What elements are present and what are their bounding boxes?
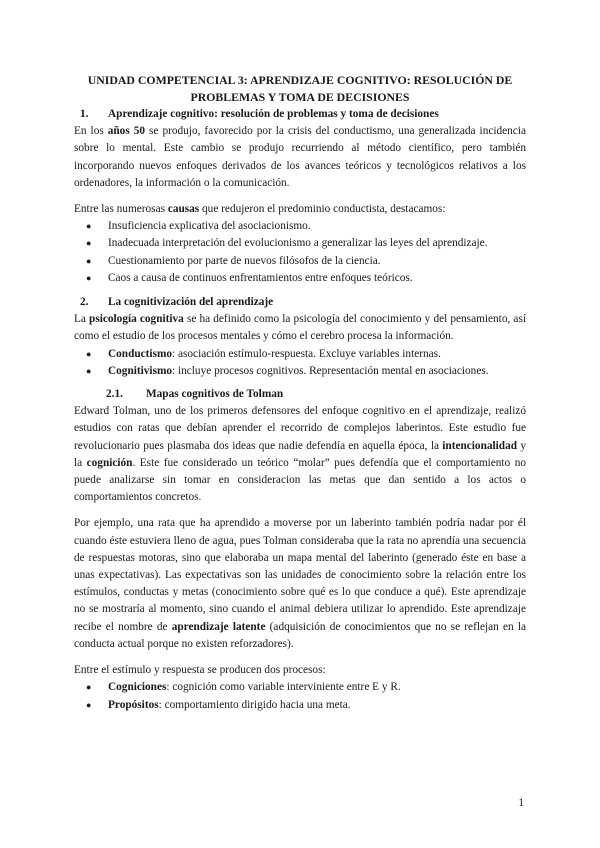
text-run: se produjo, favorecido por la crisis del conductismo, una generalizada incidencia sobre lo mental. Este cambio se produjo recurriendo al método científico, pero también incorporando nuevos enfoques derivados de los avances teóricos y tecnológicos relativos a los ordenadores, la información o la comunicación. xyxy=(74,125,526,189)
section-1-paragraph-1 xyxy=(74,123,526,192)
section-2-1-paragraph-2 xyxy=(74,515,526,653)
approaches-list xyxy=(74,346,526,380)
bullet-icon: ● xyxy=(86,365,92,376)
text-run: . Este fue considerado un teórico “molar” pues defendía que el comportamiento no puede analizarse sin tomar en consideracion las metas que dan sentido a los actos o comportamientos concretos. xyxy=(74,456,526,504)
text-run: Edward Tolman, uno de los primeros defensores del enfoque cognitivo en el aprendizaje, realizó estudios con ratas que debían aprender el recorrido de complejos laberintos. Este estudio fue revolucionario pues plasmaba dos ideas que nadie defendía en aquella época, la xyxy=(74,405,526,452)
bullet-icon: ● xyxy=(86,699,92,710)
title-line-2: PROBLEMAS Y TOMA DE DECISIONES xyxy=(190,89,410,104)
text-run: En los xyxy=(74,125,108,138)
text-run: se ha definido como la psicología del conocimiento y del pensamiento, así como el estudio de los procesos mentales y cómo el cerebro procesa la información. xyxy=(74,313,526,343)
list-item-term: Cogniciones xyxy=(108,681,167,694)
list-item-term: Propósitos xyxy=(108,698,159,711)
bullet-icon: ● xyxy=(86,682,92,693)
text-run: (adquisición de conocimientos que no se reflejan en la conducta actual porque no existen reforzadores). xyxy=(74,620,526,650)
text-run: Por ejemplo, una rata que ha aprendido a moverse por un laberinto también podría nadar por él cuando éste estuviera lleno de agua, pues Tolman consideraba que la rata no aprendía una secuencia de respuestas motoras, sino que elaboraba un mapa mental del laberinto (generado éste en base a unas expectativas). Las expectativas son las unidades de conocimiento sobre la relación entre los estímulos, conductas y metas (conocimiento sobre qué es lo que conduce a qué). Este aprendizaje no se mostraría al momento, sino cuando el animal debiera utilizar lo aprendido. Este aprendizaje recibe el nombre de xyxy=(74,517,526,633)
section-1-title: Aprendizaje cognitivo: resolución de problemas y toma de decisiones xyxy=(108,108,439,120)
page-number: 1 xyxy=(518,797,524,809)
bullet-icon: ● xyxy=(86,272,92,283)
text-run: que redujeron el predominio conductista, destacamos: xyxy=(199,203,446,216)
list-item-text: : comportamiento dirigido hacia una meta. xyxy=(158,698,351,711)
list-item xyxy=(74,363,526,380)
section-2-1-paragraph-3: Entre el estímulo y respuesta se producen dos procesos: xyxy=(74,664,326,677)
bullet-icon: ● xyxy=(86,255,92,266)
list-item-text: Insuficiencia explicativa del asociacionismo. xyxy=(108,220,311,233)
list-item-term: Cognitivismo xyxy=(108,364,173,377)
list-item xyxy=(74,218,526,235)
emphasis-text: psicología cognitiva xyxy=(89,313,184,326)
emphasis-text: años 50 xyxy=(107,125,146,138)
section-2-title: La cognitivización del aprendizaje xyxy=(108,296,274,309)
section-1-paragraph-2 xyxy=(74,201,526,218)
bullet-icon: ● xyxy=(86,348,92,359)
list-item xyxy=(74,235,526,252)
section-2-number: 2. xyxy=(80,296,89,309)
text-run: Entre las numerosas xyxy=(74,203,168,216)
emphasis-text: causas xyxy=(167,203,200,216)
list-item-text: : incluye procesos cognitivos. Representación mental en asociaciones. xyxy=(172,364,489,377)
bullet-icon: ● xyxy=(86,238,92,249)
section-1-number: 1. xyxy=(80,108,89,120)
list-item xyxy=(74,346,526,363)
section-2-1-heading xyxy=(74,386,526,403)
emphasis-text: cognición xyxy=(86,456,133,469)
section-2-paragraph-1 xyxy=(74,311,526,345)
document-title xyxy=(74,72,526,105)
list-item-text: Cuestionamiento por parte de nuevos filósofos de la ciencia. xyxy=(108,254,381,267)
section-1-heading xyxy=(74,106,526,123)
list-item xyxy=(74,679,526,696)
list-item-text: Caos a causa de continuos enfrentamientos entre enfoques teóricos. xyxy=(108,271,413,284)
bullet-icon: ● xyxy=(86,221,92,232)
emphasis-text: intencionalidad xyxy=(442,439,518,452)
section-2-1-title: Mapas cognitivos de Tolman xyxy=(146,388,284,401)
section-2-heading xyxy=(74,294,526,311)
section-2-1-number: 2.1. xyxy=(106,388,123,401)
list-item-text: : asociación estímulo-respuesta. Excluye variables internas. xyxy=(172,347,441,360)
emphasis-text: aprendizaje latente xyxy=(171,620,266,633)
text-run: La xyxy=(74,313,90,326)
text-run: y la xyxy=(74,439,526,469)
list-item-term: Conductismo xyxy=(108,347,173,360)
list-item-text: Inadecuada interpretación del evolucionismo a generalizar las leyes del aprendizaje. xyxy=(108,237,488,250)
causes-list xyxy=(74,218,526,287)
page-content xyxy=(74,72,526,714)
processes-list xyxy=(74,679,526,713)
list-item xyxy=(74,270,526,287)
list-item xyxy=(74,697,526,714)
list-item-text: : cognición como variable interviniente entre E y R. xyxy=(166,681,401,694)
list-item xyxy=(74,253,526,270)
title-line-1: UNIDAD COMPETENCIAL 3: APRENDIZAJE COGNITIVO: RESOLUCIÓN DE xyxy=(87,73,513,87)
section-2-1-paragraph-1 xyxy=(74,403,526,506)
